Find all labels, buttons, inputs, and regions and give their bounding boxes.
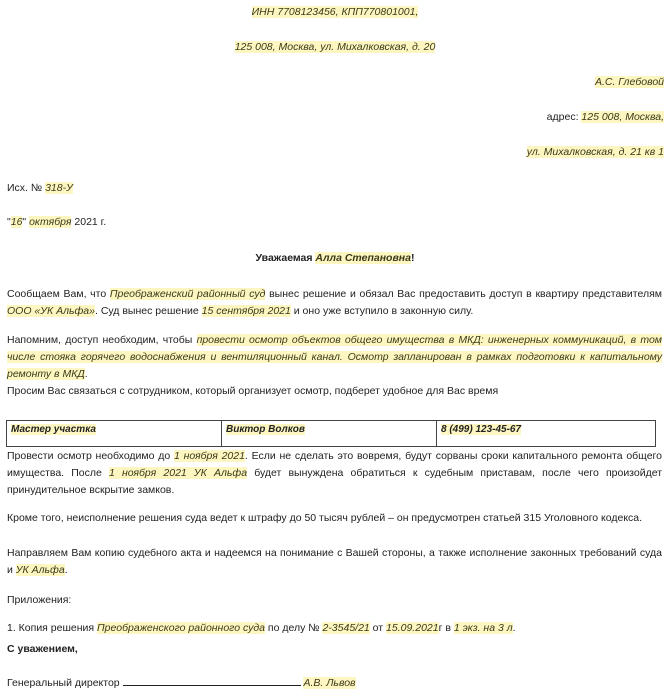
recipient-street: ул. Михалковская, д. 21 кв 1 [526, 146, 664, 158]
signature-blank [123, 677, 301, 686]
paragraph-access-purpose: Напомним, доступ необходим, чтобы провести осмотр объектов общего имущества в МКД: инженерных коммуникаций, в том числе стояка горячего водоснабжения и вентиляционный канал. Осмотр запланирован в рамках подготовки к капитальному ремонту в МКД. [7, 334, 662, 380]
attachment-item: 1. Копия решения Преображенского районного суда по делу № 2-3545/21 от 15.09.2021г в 1 экз. на 3 л. [7, 622, 516, 634]
signature-line: Генеральный директор А.В. Львов [7, 677, 356, 689]
closing: С уважением, [7, 643, 78, 655]
header-address-line: 125 008, Москва, ул. Михалковская, д. 20 [234, 41, 436, 53]
letter-date: "16" октября 2021 г. [7, 216, 107, 228]
contact-table [6, 420, 656, 447]
outgoing-number: Исх. № 318-У [7, 182, 73, 194]
table-row [7, 421, 656, 447]
header-inn-line: ИНН 7708123456, КПП770801001, [251, 6, 419, 18]
contact-name: Виктор Волков [222, 421, 437, 447]
greeting: Уважаемая Алла Степановна! [255, 252, 415, 264]
paragraph-copy-sent: Направляем Вам копию судебного акта и надеемся на понимание с Вашей стороны, а также исполнение законных требований суда и УК Альфа. [7, 547, 662, 576]
attachments-title: Приложения: [7, 594, 72, 606]
paragraph-deadline: Провести осмотр необходимо до 1 ноября 2021. Если не сделать это вовремя, будут сорваны сроки капитального ремонта общего имущества. После 1 ноября 2021 УК Альфа будет вынуждена обратиться к судебным приставам, после чего произойдет принудительное вскрытие замков. [7, 450, 663, 496]
recipient-name: А.С. Глебовой [594, 76, 664, 88]
paragraph-fine: Кроме того, неисполнение решения суда ведет к штрафу до 50 тысяч рублей – он предусмотрен статьей 315 Уголовного кодекса. [7, 512, 643, 524]
paragraph-court-decision: Сообщаем Вам, что Преображенский районный суд вынес решение и обязал Вас предоставить доступ в квартиру представителям ООО «УК Альфа». Суд вынес решение 15 сентября 2021 и оно уже вступило в законную силу. [7, 288, 662, 317]
contact-phone: 8 (499) 123-45-67 [437, 421, 656, 447]
contact-position: Мастер участка [7, 421, 222, 447]
paragraph-contact-request: Просим Вас связаться с сотрудником, который организует осмотр, подберет удобное для Вас время [7, 385, 499, 397]
recipient-address: адрес: 125 008, Москва, [546, 111, 664, 123]
